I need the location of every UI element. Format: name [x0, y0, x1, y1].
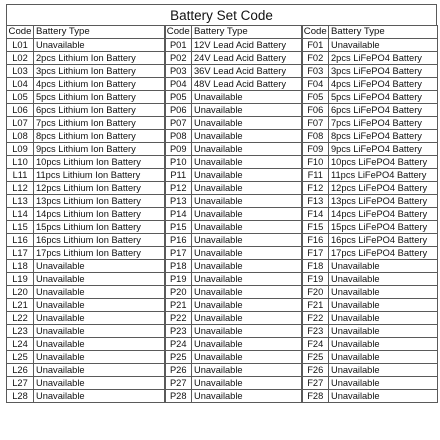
- lifepo4-type-cell: 12pcs LiFePO4 Battery: [329, 182, 438, 195]
- lifepo4-code-cell: F07: [302, 117, 329, 130]
- lead-acid-type-cell: Unavailable: [192, 312, 302, 325]
- lead-acid-type-cell: Unavailable: [192, 104, 302, 117]
- lead-acid-code-cell: P21: [165, 299, 192, 312]
- lithium-type-cell: Unavailable: [34, 364, 165, 377]
- lithium-type-cell: Unavailable: [34, 312, 165, 325]
- table-row: [7, 143, 438, 156]
- lead-acid-code-cell: P28: [165, 390, 192, 403]
- lithium-type-cell: Unavailable: [34, 299, 165, 312]
- header-type-lead-acid: Battery Type: [192, 26, 302, 39]
- header-type-lifepo4: Battery Type: [329, 26, 438, 39]
- lead-acid-type-cell: Unavailable: [192, 364, 302, 377]
- lithium-code-cell: L17: [7, 247, 34, 260]
- lifepo4-code-cell: F06: [302, 104, 329, 117]
- lifepo4-type-cell: Unavailable: [329, 325, 438, 338]
- table-row: [7, 182, 438, 195]
- lithium-type-cell: 9pcs Lithium Ion Battery: [34, 143, 165, 156]
- lead-acid-code-cell: P04: [165, 78, 192, 91]
- lead-acid-code-cell: P12: [165, 182, 192, 195]
- lithium-code-cell: L27: [7, 377, 34, 390]
- lead-acid-type-cell: Unavailable: [192, 338, 302, 351]
- lead-acid-type-cell: Unavailable: [192, 299, 302, 312]
- lithium-code-cell: L08: [7, 130, 34, 143]
- lead-acid-code-cell: P18: [165, 260, 192, 273]
- lithium-type-cell: Unavailable: [34, 325, 165, 338]
- lithium-code-cell: L22: [7, 312, 34, 325]
- header-code-lifepo4: Code: [302, 26, 329, 39]
- lead-acid-type-cell: Unavailable: [192, 247, 302, 260]
- lifepo4-type-cell: 3pcs LiFePO4 Battery: [329, 65, 438, 78]
- lead-acid-type-cell: 12V Lead Acid Battery: [192, 39, 302, 52]
- lifepo4-type-cell: 6pcs LiFePO4 Battery: [329, 104, 438, 117]
- lithium-type-cell: 14pcs Lithium Ion Battery: [34, 208, 165, 221]
- lead-acid-type-cell: 24V Lead Acid Battery: [192, 52, 302, 65]
- lead-acid-type-cell: Unavailable: [192, 117, 302, 130]
- lithium-code-cell: L21: [7, 299, 34, 312]
- lithium-type-cell: 8pcs Lithium Ion Battery: [34, 130, 165, 143]
- table-row: [7, 273, 438, 286]
- lifepo4-code-cell: F18: [302, 260, 329, 273]
- lithium-type-cell: 6pcs Lithium Ion Battery: [34, 104, 165, 117]
- lead-acid-code-cell: P23: [165, 325, 192, 338]
- lead-acid-code-cell: P17: [165, 247, 192, 260]
- lifepo4-type-cell: 17pcs LiFePO4 Battery: [329, 247, 438, 260]
- lead-acid-code-cell: P07: [165, 117, 192, 130]
- table-row: [7, 260, 438, 273]
- lifepo4-code-cell: F19: [302, 273, 329, 286]
- lifepo4-type-cell: 2pcs LiFePO4 Battery: [329, 52, 438, 65]
- lifepo4-code-cell: F12: [302, 182, 329, 195]
- lifepo4-code-cell: F10: [302, 156, 329, 169]
- lifepo4-code-cell: F25: [302, 351, 329, 364]
- lithium-type-cell: Unavailable: [34, 390, 165, 403]
- lifepo4-code-cell: F27: [302, 377, 329, 390]
- lead-acid-type-cell: Unavailable: [192, 195, 302, 208]
- lifepo4-code-cell: F03: [302, 65, 329, 78]
- table-row: [7, 39, 438, 52]
- lithium-type-cell: 4pcs Lithium Ion Battery: [34, 78, 165, 91]
- lifepo4-type-cell: Unavailable: [329, 260, 438, 273]
- lithium-code-cell: L25: [7, 351, 34, 364]
- lead-acid-code-cell: P10: [165, 156, 192, 169]
- lead-acid-type-cell: Unavailable: [192, 221, 302, 234]
- lifepo4-type-cell: Unavailable: [329, 377, 438, 390]
- lifepo4-type-cell: 8pcs LiFePO4 Battery: [329, 130, 438, 143]
- lead-acid-code-cell: P05: [165, 91, 192, 104]
- lead-acid-type-cell: Unavailable: [192, 169, 302, 182]
- table-row: [7, 130, 438, 143]
- lead-acid-code-cell: P14: [165, 208, 192, 221]
- lithium-type-cell: 5pcs Lithium Ion Battery: [34, 91, 165, 104]
- lifepo4-type-cell: 16pcs LiFePO4 Battery: [329, 234, 438, 247]
- table-row: [7, 117, 438, 130]
- lifepo4-type-cell: 15pcs LiFePO4 Battery: [329, 221, 438, 234]
- lifepo4-code-cell: F11: [302, 169, 329, 182]
- lithium-code-cell: L03: [7, 65, 34, 78]
- lifepo4-type-cell: 9pcs LiFePO4 Battery: [329, 143, 438, 156]
- lifepo4-type-cell: Unavailable: [329, 351, 438, 364]
- lithium-code-cell: L04: [7, 78, 34, 91]
- lifepo4-type-cell: Unavailable: [329, 312, 438, 325]
- lifepo4-code-cell: F17: [302, 247, 329, 260]
- lithium-code-cell: L15: [7, 221, 34, 234]
- lead-acid-code-cell: P16: [165, 234, 192, 247]
- lifepo4-type-cell: 11pcs LiFePO4 Battery: [329, 169, 438, 182]
- lithium-code-cell: L20: [7, 286, 34, 299]
- lead-acid-type-cell: 48V Lead Acid Battery: [192, 78, 302, 91]
- lead-acid-code-cell: P20: [165, 286, 192, 299]
- lead-acid-code-cell: P06: [165, 104, 192, 117]
- lifepo4-code-cell: F01: [302, 39, 329, 52]
- lifepo4-type-cell: Unavailable: [329, 364, 438, 377]
- lead-acid-code-cell: P15: [165, 221, 192, 234]
- lithium-type-cell: 10pcs Lithium Ion Battery: [34, 156, 165, 169]
- lead-acid-type-cell: Unavailable: [192, 390, 302, 403]
- lifepo4-code-cell: F23: [302, 325, 329, 338]
- lithium-type-cell: Unavailable: [34, 273, 165, 286]
- lithium-type-cell: 7pcs Lithium Ion Battery: [34, 117, 165, 130]
- lifepo4-type-cell: 5pcs LiFePO4 Battery: [329, 91, 438, 104]
- lead-acid-code-cell: P11: [165, 169, 192, 182]
- lead-acid-code-cell: P24: [165, 338, 192, 351]
- lifepo4-code-cell: F16: [302, 234, 329, 247]
- lead-acid-code-cell: P13: [165, 195, 192, 208]
- lead-acid-code-cell: P22: [165, 312, 192, 325]
- lifepo4-type-cell: Unavailable: [329, 338, 438, 351]
- lifepo4-code-cell: F24: [302, 338, 329, 351]
- lead-acid-type-cell: Unavailable: [192, 143, 302, 156]
- header-code-lithium: Code: [7, 26, 34, 39]
- lead-acid-code-cell: P02: [165, 52, 192, 65]
- lithium-type-cell: 11pcs Lithium Ion Battery: [34, 169, 165, 182]
- table-row: [7, 195, 438, 208]
- table-row: [7, 169, 438, 182]
- lead-acid-type-cell: Unavailable: [192, 234, 302, 247]
- table-row: [7, 351, 438, 364]
- lifepo4-type-cell: Unavailable: [329, 390, 438, 403]
- table-row: [7, 52, 438, 65]
- table-row: [7, 286, 438, 299]
- lifepo4-code-cell: F28: [302, 390, 329, 403]
- table-row: [7, 299, 438, 312]
- lithium-code-cell: L16: [7, 234, 34, 247]
- header-row: [7, 26, 438, 39]
- lifepo4-code-cell: F26: [302, 364, 329, 377]
- table-row: [7, 208, 438, 221]
- lead-acid-type-cell: Unavailable: [192, 377, 302, 390]
- lithium-code-cell: L14: [7, 208, 34, 221]
- lithium-type-cell: Unavailable: [34, 39, 165, 52]
- lithium-type-cell: Unavailable: [34, 286, 165, 299]
- lifepo4-code-cell: F04: [302, 78, 329, 91]
- lithium-code-cell: L26: [7, 364, 34, 377]
- table-row: [7, 234, 438, 247]
- lead-acid-type-cell: Unavailable: [192, 182, 302, 195]
- table-row: [7, 325, 438, 338]
- lithium-code-cell: L01: [7, 39, 34, 52]
- lithium-code-cell: L05: [7, 91, 34, 104]
- lead-acid-code-cell: P01: [165, 39, 192, 52]
- lithium-code-cell: L06: [7, 104, 34, 117]
- lifepo4-type-cell: 14pcs LiFePO4 Battery: [329, 208, 438, 221]
- lead-acid-type-cell: Unavailable: [192, 351, 302, 364]
- lithium-type-cell: 2pcs Lithium Ion Battery: [34, 52, 165, 65]
- lifepo4-code-cell: F14: [302, 208, 329, 221]
- lifepo4-code-cell: F02: [302, 52, 329, 65]
- lifepo4-code-cell: F13: [302, 195, 329, 208]
- lead-acid-type-cell: Unavailable: [192, 156, 302, 169]
- table-row: [7, 156, 438, 169]
- table-row: [7, 221, 438, 234]
- lead-acid-code-cell: P27: [165, 377, 192, 390]
- lithium-type-cell: Unavailable: [34, 338, 165, 351]
- lithium-code-cell: L13: [7, 195, 34, 208]
- lifepo4-type-cell: Unavailable: [329, 273, 438, 286]
- lithium-code-cell: L23: [7, 325, 34, 338]
- lithium-type-cell: 12pcs Lithium Ion Battery: [34, 182, 165, 195]
- lifepo4-type-cell: Unavailable: [329, 299, 438, 312]
- lifepo4-type-cell: 7pcs LiFePO4 Battery: [329, 117, 438, 130]
- table-row: [7, 364, 438, 377]
- lithium-type-cell: Unavailable: [34, 260, 165, 273]
- lithium-code-cell: L28: [7, 390, 34, 403]
- lead-acid-type-cell: Unavailable: [192, 286, 302, 299]
- lithium-type-cell: 3pcs Lithium Ion Battery: [34, 65, 165, 78]
- lead-acid-code-cell: P03: [165, 65, 192, 78]
- lead-acid-code-cell: P09: [165, 143, 192, 156]
- lithium-code-cell: L19: [7, 273, 34, 286]
- lithium-type-cell: 16pcs Lithium Ion Battery: [34, 234, 165, 247]
- lead-acid-code-cell: P25: [165, 351, 192, 364]
- lithium-code-cell: L24: [7, 338, 34, 351]
- lifepo4-type-cell: 10pcs LiFePO4 Battery: [329, 156, 438, 169]
- lead-acid-type-cell: Unavailable: [192, 260, 302, 273]
- table-row: [7, 104, 438, 117]
- lead-acid-type-cell: Unavailable: [192, 325, 302, 338]
- lithium-type-cell: 15pcs Lithium Ion Battery: [34, 221, 165, 234]
- lifepo4-type-cell: 4pcs LiFePO4 Battery: [329, 78, 438, 91]
- lifepo4-code-cell: F05: [302, 91, 329, 104]
- lithium-type-cell: 13pcs Lithium Ion Battery: [34, 195, 165, 208]
- table-row: [7, 65, 438, 78]
- lifepo4-type-cell: Unavailable: [329, 39, 438, 52]
- lifepo4-code-cell: F08: [302, 130, 329, 143]
- lithium-code-cell: L12: [7, 182, 34, 195]
- table-body: [7, 26, 438, 403]
- lithium-code-cell: L11: [7, 169, 34, 182]
- lithium-code-cell: L07: [7, 117, 34, 130]
- table-row: [7, 312, 438, 325]
- header-code-lead-acid: Code: [165, 26, 192, 39]
- table-row: [7, 338, 438, 351]
- lithium-type-cell: Unavailable: [34, 351, 165, 364]
- lead-acid-type-cell: Unavailable: [192, 273, 302, 286]
- lifepo4-code-cell: F15: [302, 221, 329, 234]
- lithium-code-cell: L02: [7, 52, 34, 65]
- lead-acid-type-cell: Unavailable: [192, 208, 302, 221]
- lithium-code-cell: L09: [7, 143, 34, 156]
- lithium-code-cell: L18: [7, 260, 34, 273]
- header-type-lithium: Battery Type: [34, 26, 165, 39]
- battery-code-table: [6, 25, 438, 403]
- lithium-type-cell: 17pcs Lithium Ion Battery: [34, 247, 165, 260]
- lifepo4-code-cell: F09: [302, 143, 329, 156]
- table-title: Battery Set Code: [6, 4, 437, 25]
- lifepo4-code-cell: F22: [302, 312, 329, 325]
- lead-acid-type-cell: Unavailable: [192, 91, 302, 104]
- lead-acid-type-cell: Unavailable: [192, 130, 302, 143]
- table-row: [7, 91, 438, 104]
- lead-acid-code-cell: P08: [165, 130, 192, 143]
- lithium-type-cell: Unavailable: [34, 377, 165, 390]
- lead-acid-code-cell: P26: [165, 364, 192, 377]
- lifepo4-code-cell: F20: [302, 286, 329, 299]
- lead-acid-code-cell: P19: [165, 273, 192, 286]
- lifepo4-type-cell: 13pcs LiFePO4 Battery: [329, 195, 438, 208]
- lifepo4-code-cell: F21: [302, 299, 329, 312]
- table-row: [7, 247, 438, 260]
- battery-set-code-sheet: [6, 4, 437, 403]
- lead-acid-type-cell: 36V Lead Acid Battery: [192, 65, 302, 78]
- table-row: [7, 377, 438, 390]
- lifepo4-type-cell: Unavailable: [329, 286, 438, 299]
- table-row: [7, 390, 438, 403]
- lithium-code-cell: L10: [7, 156, 34, 169]
- table-row: [7, 78, 438, 91]
